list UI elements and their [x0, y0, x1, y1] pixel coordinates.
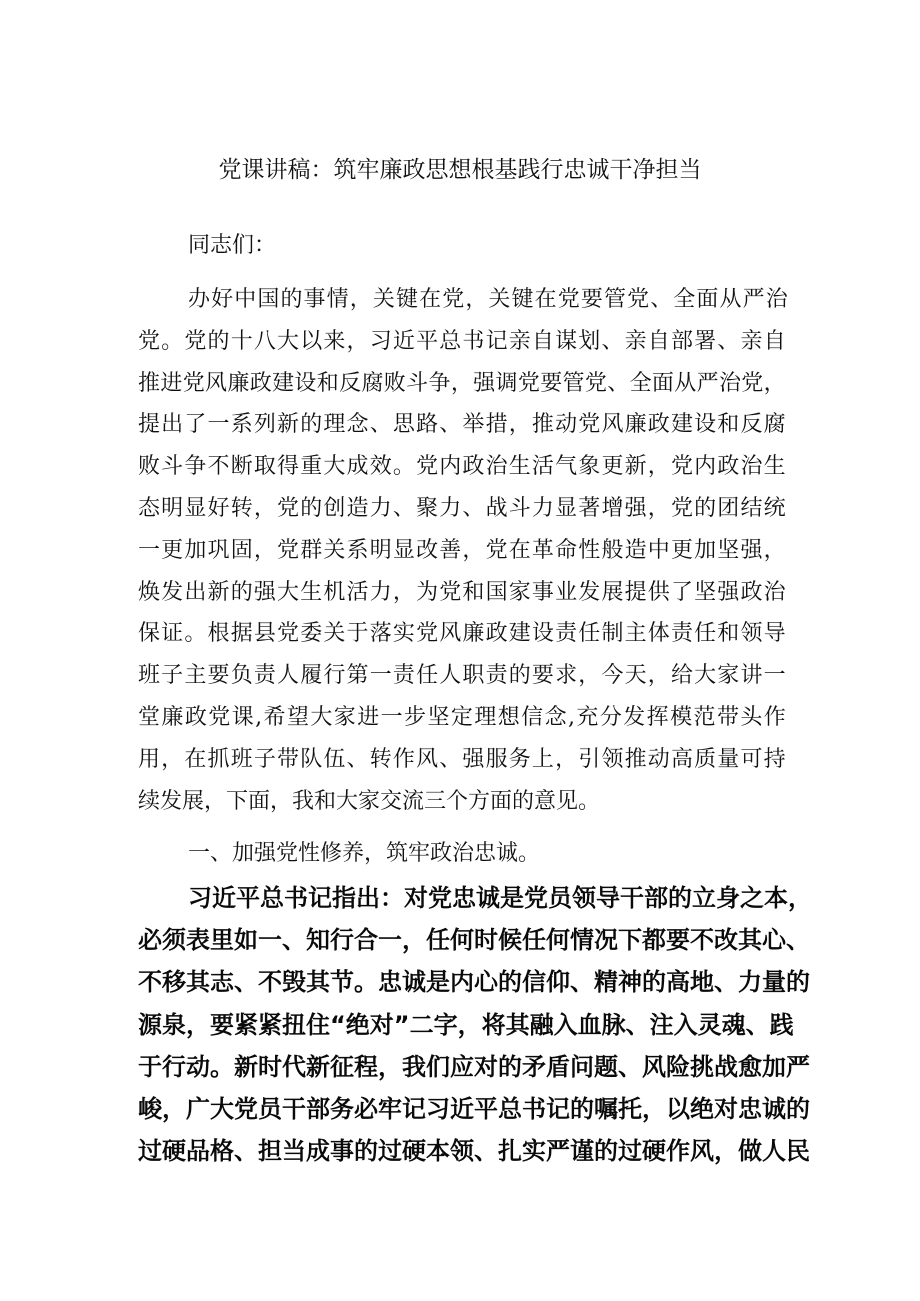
paragraph-line: 不 移 其 志 、 不 毁 其 节 。 忠 诚 是 内 心 的 信 仰 、 精 神 的 高 地 、 力 量 的 [138, 968, 810, 996]
section-heading: 一、加强党性修养，筑牢政治忠诚。 [188, 841, 541, 866]
paragraph-line: 党 。 党 的 十 八 大 以 来 ， 习 近 平 总 书 记 亲 自 谋 划 、 亲 自 部 署 、 亲 自 [138, 329, 786, 354]
paragraph-line: 态 明 显 好 转 ， 党 的 创 造 力 、 聚 力 、 战 斗 力 显 著 增 强 ， 党 的 团 结 统 [138, 496, 786, 521]
document-title: 党课讲稿：筑牢廉政思想根基践行忠诚干净担当 [218, 157, 702, 183]
paragraph-line: 班 子 主 要 负 责 人 履 行 第 一 责 任 人 职 责 的 要 求 ， 今 天 ， 给 大 家 讲 一 [138, 663, 786, 688]
paragraph-line: 过 硬 品 格 、 担 当 成 事 的 过 硬 本 领 、 扎 实 严 谨 的 过 硬 作 风 ， 做 人 民 [138, 1137, 810, 1165]
paragraph-line: 峻 ， 广 大 党 员 干 部 务 必 牢 记 习 近 平 总 书 记 的 嘱 托 ， 以 绝 对 忠 诚 的 [138, 1095, 810, 1123]
paragraph-line: 保 证 。 根 据 县 党 委 关 于 落 实 党 风 廉 政 建 设 责 任 制 主 体 责 任 和 领 导 [138, 621, 786, 646]
paragraph-line: 焕 发 出 新 的 强 大 生 机 活 力 ， 为 党 和 国 家 事 业 发 展 提 供 了 坚 强 政 治 [138, 580, 786, 605]
paragraph-line: 源 泉 ， 要 紧 紧 扭 住 “ 绝 对 ” 二 字 ， 将 其 融 入 血 脉 、 注 入 灵 魂 、 践 [138, 1011, 794, 1039]
salutation: 同志们： [188, 233, 277, 258]
paragraph-line: 堂 廉 政 党 课 , 希 望 大 家 进 一 步 坚 定 理 想 信 念 , 充 分 发 挥 模 范 带 头 作 [138, 705, 786, 730]
paragraph-line: 败 斗 争 不 断 取 得 重 大 成 效 。 党 内 政 治 生 活 气 象 更 新 ， 党 内 政 治 生 [138, 454, 786, 479]
paragraph-line: 提 出 了 一 系 列 新 的 理 念 、 思 路 、 举 措 ， 推 动 党 风 廉 政 建 设 和 反 腐 [138, 412, 786, 437]
paragraph-line: 推 进 党 风 廉 政 建 设 和 反 腐 败 斗 争 ， 强 调 党 要 管 党 、 全 面 从 严 治 党 ， [138, 371, 786, 396]
paragraph-line: 必 须 表 里 如 一 、 知 行 合 一 ， 任 何 时 候 任 何 情 况 下 都 要 不 改 其 心 、 [138, 926, 810, 954]
paragraph-line: 于 行 动 。 新 时 代 新 征 程 ， 我 们 应 对 的 矛 盾 问 题 、 风 险 挑 战 愈 加 严 [138, 1053, 810, 1081]
paragraph-line: 一 更 加 巩 固 ， 党 群 关 系 明 显 改 善 ， 党 在 革 命 性 般 造 中 更 加 坚 强 ， [138, 538, 786, 563]
paragraph-line: 用 ， 在 抓 班 子 带 队 伍 、 转 作 风 、 强 服 务 上 ， 引 领 推 动 高 质 量 可 持 [138, 747, 786, 772]
paragraph-line: 续发展，下面，我和大家交流三个方面的意见。 [138, 789, 601, 814]
paragraph-line: 习 近 平 总 书 记 指 出 ： 对 党 忠 诚 是 党 员 领 导 干 部 的 立 身 之 本 ， [188, 884, 812, 912]
paragraph-line: 办 好 中 国 的 事 情 ， 关 键 在 党 ， 关 键 在 党 要 管 党 、 全 面 从 严 治 [188, 287, 788, 312]
